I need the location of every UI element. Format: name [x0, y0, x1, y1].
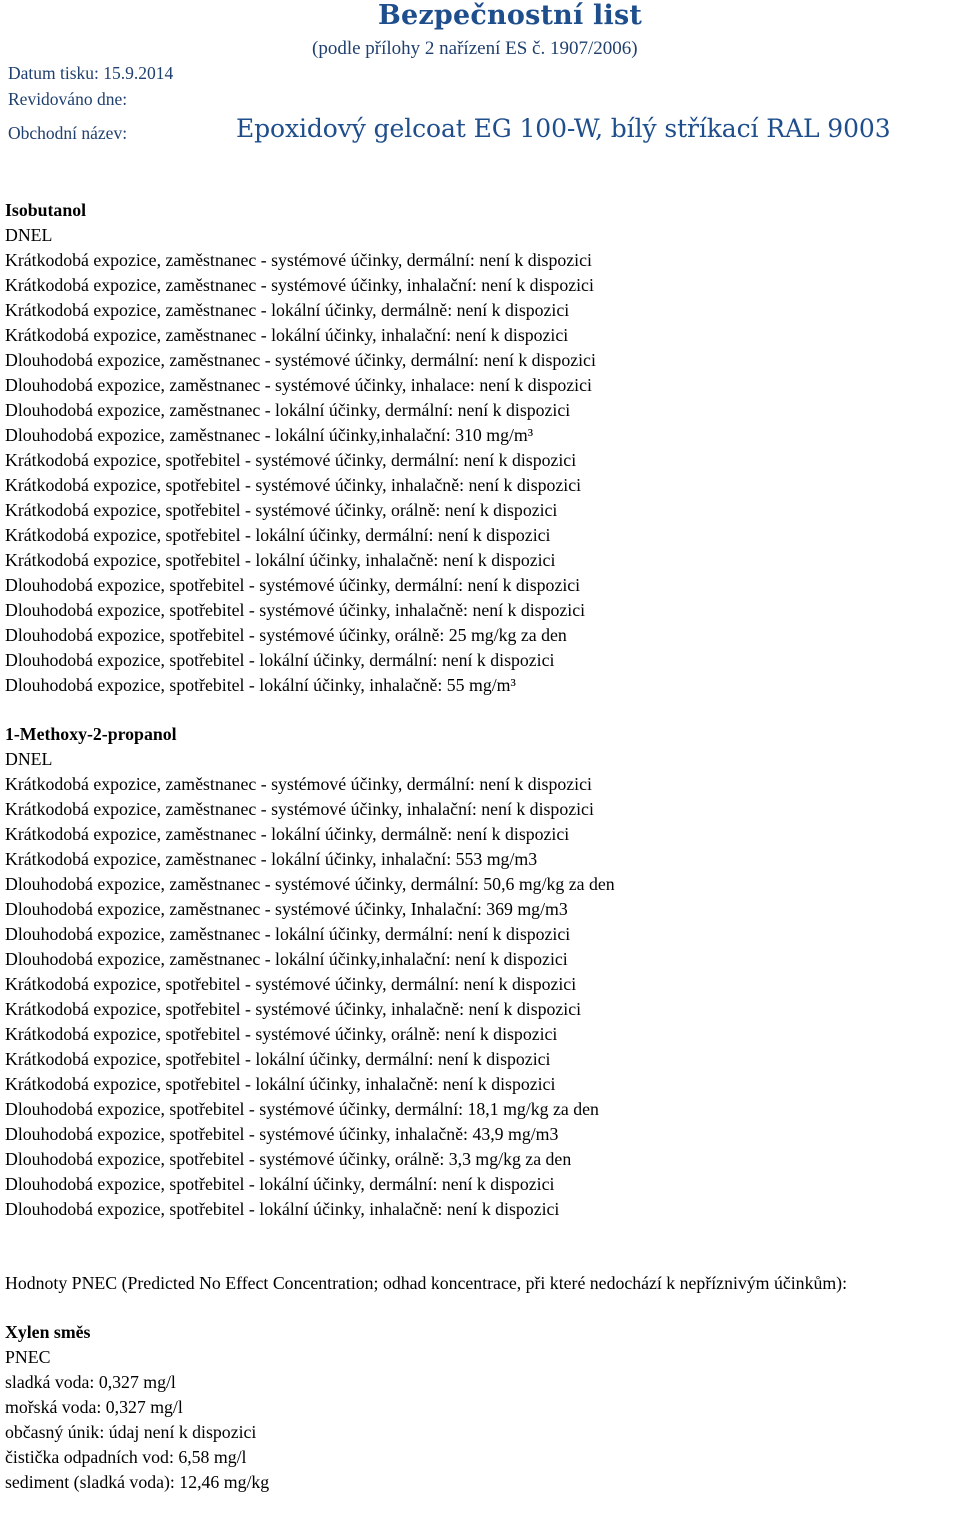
spacer — [5, 698, 955, 722]
list-item: Krátkodobá expozice, spotřebitel - systémové účinky, dermální: není k dispozici — [5, 450, 577, 470]
list-item: Dlouhodobá expozice, spotřebitel - lokální účinky, inhalačně: není k dispozici — [5, 1199, 560, 1219]
revised-date: Revidováno dne: — [8, 89, 128, 109]
list-item: Krátkodobá expozice, zaměstnanec - systémové účinky, dermální: není k dispozici — [5, 774, 592, 794]
print-date: Datum tisku: 15.9.2014 — [8, 63, 174, 83]
list-item: Dlouhodobá expozice, spotřebitel - lokální účinky, dermální: není k dispozici — [5, 650, 555, 670]
list-item: Krátkodobá expozice, zaměstnanec - lokální účinky, dermálně: není k dispozici — [5, 300, 570, 320]
list-item: Dlouhodobá expozice, spotřebitel - lokální účinky, dermální: není k dispozici — [5, 1174, 555, 1194]
methoxypropanol-section — [5, 722, 955, 1222]
list-item: Dlouhodobá expozice, spotřebitel - systémové účinky, orálně: 25 mg/kg za den — [5, 625, 567, 645]
list-item: Krátkodobá expozice, spotřebitel - lokální účinky, dermální: není k dispozici — [5, 525, 551, 545]
list-item: Krátkodobá expozice, zaměstnanec - lokální účinky, inhalační: není k dispozici — [5, 325, 569, 345]
list-item: čistička odpadních vod: 6,58 mg/l — [5, 1447, 247, 1467]
pnec-intro: Hodnoty PNEC (Predicted No Effect Concentration; odhad koncentrace, při které nedochází k nepříznivým účinkům): — [5, 1273, 848, 1293]
list-item: Krátkodobá expozice, spotřebitel - systémové účinky, dermální: není k dispozici — [5, 974, 577, 994]
list-item: Dlouhodobá expozice, zaměstnanec - systémové účinky, inhalace: není k dispozici — [5, 375, 592, 395]
list-item: Krátkodobá expozice, zaměstnanec - systémové účinky, dermální: není k dispozici — [5, 250, 592, 270]
list-item: Dlouhodobá expozice, zaměstnanec - systémové účinky, dermální: 50,6 mg/kg za den — [5, 874, 615, 894]
substance-name: Xylen směs — [5, 1322, 91, 1342]
list-item: Krátkodobá expozice, spotřebitel - lokální účinky, inhalačně: není k dispozici — [5, 1074, 556, 1094]
list-item: Krátkodobá expozice, zaměstnanec - lokální účinky, dermálně: není k dispozici — [5, 824, 570, 844]
list-item: Dlouhodobá expozice, spotřebitel - lokální účinky, inhalačně: 55 mg/m³ — [5, 675, 516, 695]
pnec-list — [5, 1370, 955, 1495]
list-item: Dlouhodobá expozice, zaměstnanec - systémové účinky, dermální: není k dispozici — [5, 350, 596, 370]
list-item: Krátkodobá expozice, spotřebitel - systémové účinky, inhalačně: není k dispozici — [5, 999, 582, 1019]
dnel-label: DNEL — [5, 749, 53, 769]
document-title: Bezpečnostní list — [378, 0, 643, 31]
document-subtitle: (podle přílohy 2 nařízení ES č. 1907/2006) — [312, 38, 638, 59]
dnel-list — [5, 248, 955, 698]
list-item: sladká voda: 0,327 mg/l — [5, 1372, 176, 1392]
list-item: Krátkodobá expozice, spotřebitel - systémové účinky, orálně: není k dispozici — [5, 500, 558, 520]
document-body — [5, 198, 955, 1495]
list-item: Dlouhodobá expozice, spotřebitel - systémové účinky, inhalačně: 43,9 mg/m3 — [5, 1124, 559, 1144]
list-item: sediment (sladká voda): 12,46 mg/kg — [5, 1472, 270, 1492]
pnec-label: PNEC — [5, 1347, 51, 1367]
list-item: Krátkodobá expozice, spotřebitel - lokální účinky, dermální: není k dispozici — [5, 1049, 551, 1069]
list-item: občasný únik: údaj není k dispozici — [5, 1422, 257, 1442]
trade-name-label: Obchodní název: — [8, 123, 128, 143]
list-item: Dlouhodobá expozice, zaměstnanec - lokální účinky, dermální: není k dispozici — [5, 400, 571, 420]
xylen-section — [5, 1320, 955, 1495]
substance-name: Isobutanol — [5, 200, 87, 220]
list-item: Krátkodobá expozice, spotřebitel - systémové účinky, inhalačně: není k dispozici — [5, 475, 582, 495]
list-item: Dlouhodobá expozice, spotřebitel - systémové účinky, inhalačně: není k dispozici — [5, 600, 586, 620]
dnel-label: DNEL — [5, 225, 53, 245]
list-item: Dlouhodobá expozice, zaměstnanec - lokální účinky,inhalační: není k dispozici — [5, 949, 568, 969]
list-item: Dlouhodobá expozice, spotřebitel - systémové účinky, orálně: 3,3 mg/kg za den — [5, 1149, 572, 1169]
list-item: Dlouhodobá expozice, spotřebitel - systémové účinky, dermální: není k dispozici — [5, 575, 581, 595]
spacer — [5, 1222, 955, 1271]
list-item: Krátkodobá expozice, zaměstnanec - systémové účinky, inhalační: není k dispozici — [5, 275, 594, 295]
spacer — [5, 1296, 955, 1320]
list-item: Dlouhodobá expozice, spotřebitel - systémové účinky, dermální: 18,1 mg/kg za den — [5, 1099, 599, 1119]
list-item: Krátkodobá expozice, zaměstnanec - lokální účinky, inhalační: 553 mg/m3 — [5, 849, 538, 869]
dnel-list — [5, 772, 955, 1222]
list-item: Dlouhodobá expozice, zaměstnanec - systémové účinky, Inhalační: 369 mg/m3 — [5, 899, 568, 919]
substance-name: 1-Methoxy-2-propanol — [5, 724, 177, 744]
product-name: Epoxidový gelcoat EG 100-W, bílý stříkací RAL 9003 — [236, 114, 891, 143]
list-item: Dlouhodobá expozice, zaměstnanec - lokální účinky,inhalační: 310 mg/m³ — [5, 425, 534, 445]
isobutanol-section — [5, 198, 955, 698]
list-item: Krátkodobá expozice, zaměstnanec - systémové účinky, inhalační: není k dispozici — [5, 799, 594, 819]
list-item: Dlouhodobá expozice, zaměstnanec - lokální účinky, dermální: není k dispozici — [5, 924, 571, 944]
list-item: Krátkodobá expozice, spotřebitel - systémové účinky, orálně: není k dispozici — [5, 1024, 558, 1044]
list-item: mořská voda: 0,327 mg/l — [5, 1397, 183, 1417]
list-item: Krátkodobá expozice, spotřebitel - lokální účinky, inhalačně: není k dispozici — [5, 550, 556, 570]
